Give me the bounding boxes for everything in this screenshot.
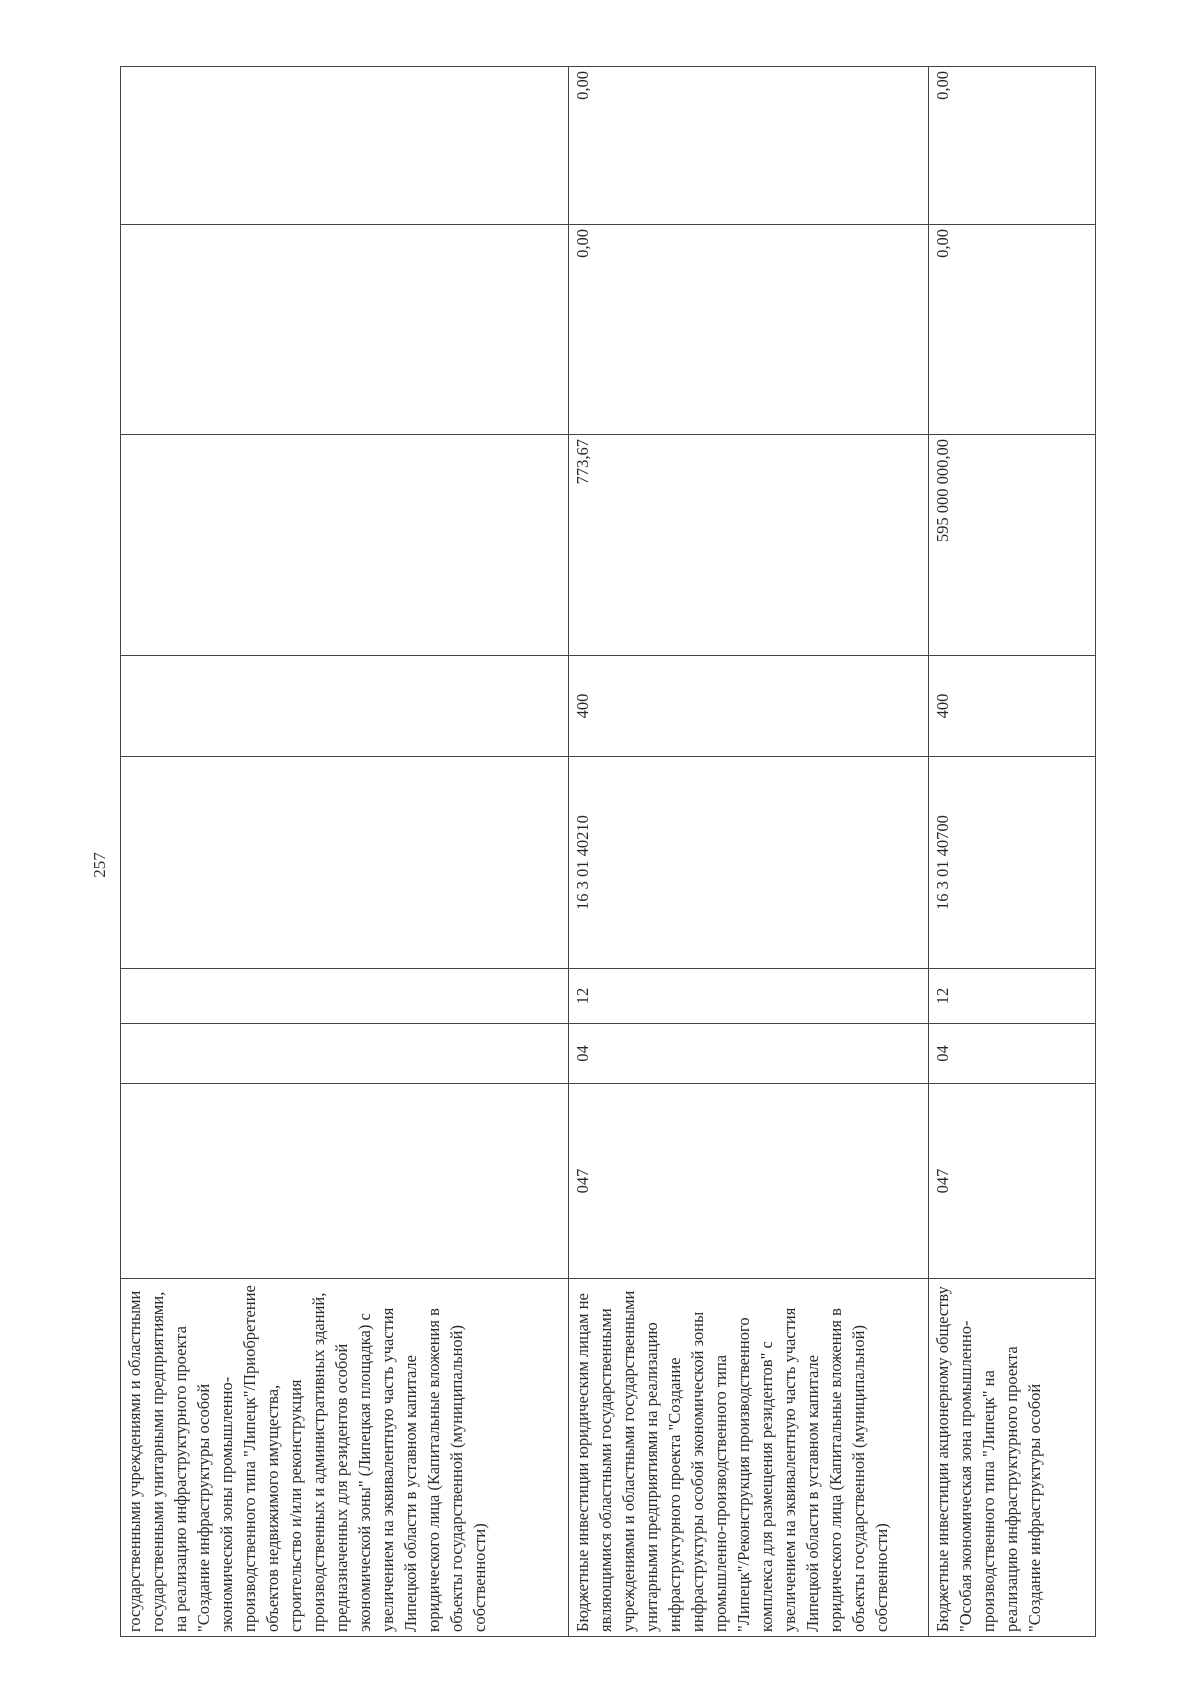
- row-subsection-code: 12: [569, 969, 929, 1024]
- row-ministry-code: 047: [569, 1084, 929, 1279]
- rotated-page: [120, 67, 1095, 1637]
- row-target-code: 16 3 01 40210: [569, 757, 929, 969]
- row-description: Бюджетные инвестиции юридическим лицам не являющимися областными государственными учреждениями и областными государственными унитарными предприятиями на реализацию инфраструктурного проекта "Создание инфраструктуры особой экономической зоны промышленно-производственного типа "Липецк"/Реконструкция производственного комплекса для размещения резидентов" с увеличением на эквивалентную часть участия Липецкой области в уставном капитале юридического лица (Капитальные вложения в объекты государственной (муниципальной) собственности): [569, 1279, 929, 1637]
- row-amount-1: [121, 435, 569, 656]
- budget-table: [120, 66, 1096, 1637]
- row-amount-1: 595 000 000,00: [929, 435, 1096, 656]
- row-amount-3: 0,00: [569, 67, 929, 225]
- row-amount-2: 0,00: [929, 225, 1096, 435]
- row-expense-type: 400: [929, 656, 1096, 757]
- row-target-code: [121, 757, 569, 969]
- row-section-code: 04: [929, 1024, 1096, 1084]
- row-ministry-code: [121, 1084, 569, 1279]
- table-row: [121, 67, 569, 1637]
- row-description: Бюджетные инвестиции акционерному обществу "Особая экономическая зона промышленно-производственного типа "Липецк" на реализацию инфраструктурного проекта "Создание инфраструктуры особой: [929, 1279, 1096, 1637]
- row-amount-3: [121, 67, 569, 225]
- row-expense-type: [121, 656, 569, 757]
- row-section-code: [121, 1024, 569, 1084]
- page-number: 257: [90, 852, 109, 878]
- row-description: государственными учреждениями и областными государственными унитарными предприятиями, на реализацию инфраструктурного проекта "Создание инфраструктуры особой экономической зоны промышленно-производственного типа "Липецк"/Приобретение объектов недвижимого имущества, строительство и/или реконструкция производственных и административных зданий, предназначенных для резидентов особой экономической зоны" (Липецкая площадка) с увеличением на эквивалентную часть участия Липецкой области в уставном капитале юридического лица (Капитальные вложения в объекты государственной (муниципальной) собственности): [121, 1279, 569, 1637]
- row-expense-type: 400: [569, 656, 929, 757]
- row-subsection-code: 12: [929, 969, 1096, 1024]
- row-target-code: 16 3 01 40700: [929, 757, 1096, 969]
- row-amount-1: 773,67: [569, 435, 929, 656]
- table-row: [569, 67, 929, 1637]
- row-amount-3: 0,00: [929, 67, 1096, 225]
- row-section-code: 04: [569, 1024, 929, 1084]
- row-subsection-code: [121, 969, 569, 1024]
- row-amount-2: [121, 225, 569, 435]
- row-amount-2: 0,00: [569, 225, 929, 435]
- table-row: [929, 67, 1096, 1637]
- row-ministry-code: 047: [929, 1084, 1096, 1279]
